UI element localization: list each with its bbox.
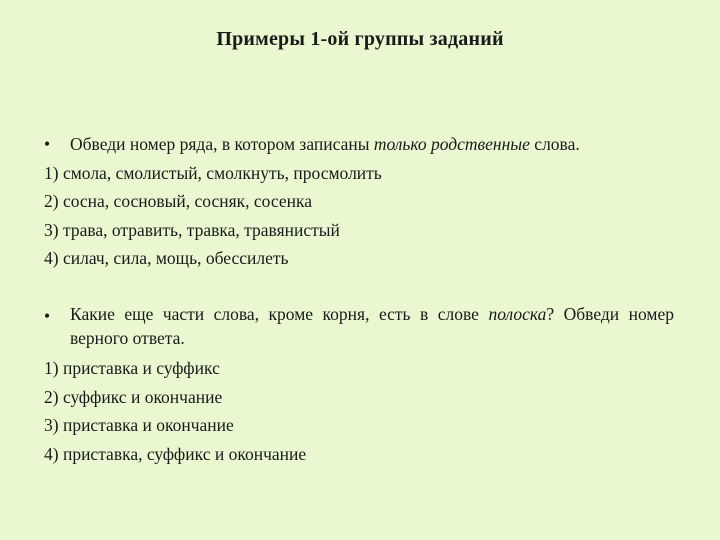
question-1-option-2: 2) сосна, сосновый, сосняк, сосенка bbox=[44, 191, 312, 211]
question-2 bbox=[44, 302, 674, 468]
question-2-text-start: Какие еще части слова, кроме корня, есть в слове bbox=[70, 304, 489, 324]
question-1-option-1: 1) смола, смолистый, смолкнуть, просмолить bbox=[44, 162, 382, 183]
question-1-text-start: Обведи номер ряда, в котором записаны bbox=[70, 134, 374, 154]
bullet-icon: • bbox=[44, 134, 51, 154]
question-2-option-4: 4) приставка, суффикс и окончание bbox=[44, 443, 307, 464]
question-1 bbox=[44, 130, 674, 273]
bullet-icon: • bbox=[44, 306, 51, 326]
question-1-emphasis: только родственные bbox=[373, 134, 530, 154]
question-2-prompt bbox=[44, 302, 674, 350]
question-2-option-2: 2) суффикс и окончание bbox=[44, 386, 223, 407]
question-2-option-3: 3) приставка и окончание bbox=[44, 415, 234, 435]
question-2-text-end: ? Обведи номер верного ответа. bbox=[70, 304, 674, 348]
question-2-text bbox=[70, 302, 674, 350]
question-2-option-1: 1) приставка и суффикс bbox=[44, 358, 220, 378]
slide-title: Примеры 1-ой группы заданий bbox=[216, 28, 504, 50]
question-1-text-end: слова. bbox=[529, 134, 580, 154]
question-1-prompt bbox=[44, 130, 674, 159]
question-1-option-3: 3) трава, отравить, травка, травянистый bbox=[44, 219, 340, 240]
question-1-option-4: 4) силач, сила, мощь, обессилеть bbox=[44, 248, 289, 268]
question-1-text bbox=[70, 130, 674, 159]
question-2-emphasis: полоска bbox=[488, 304, 547, 324]
